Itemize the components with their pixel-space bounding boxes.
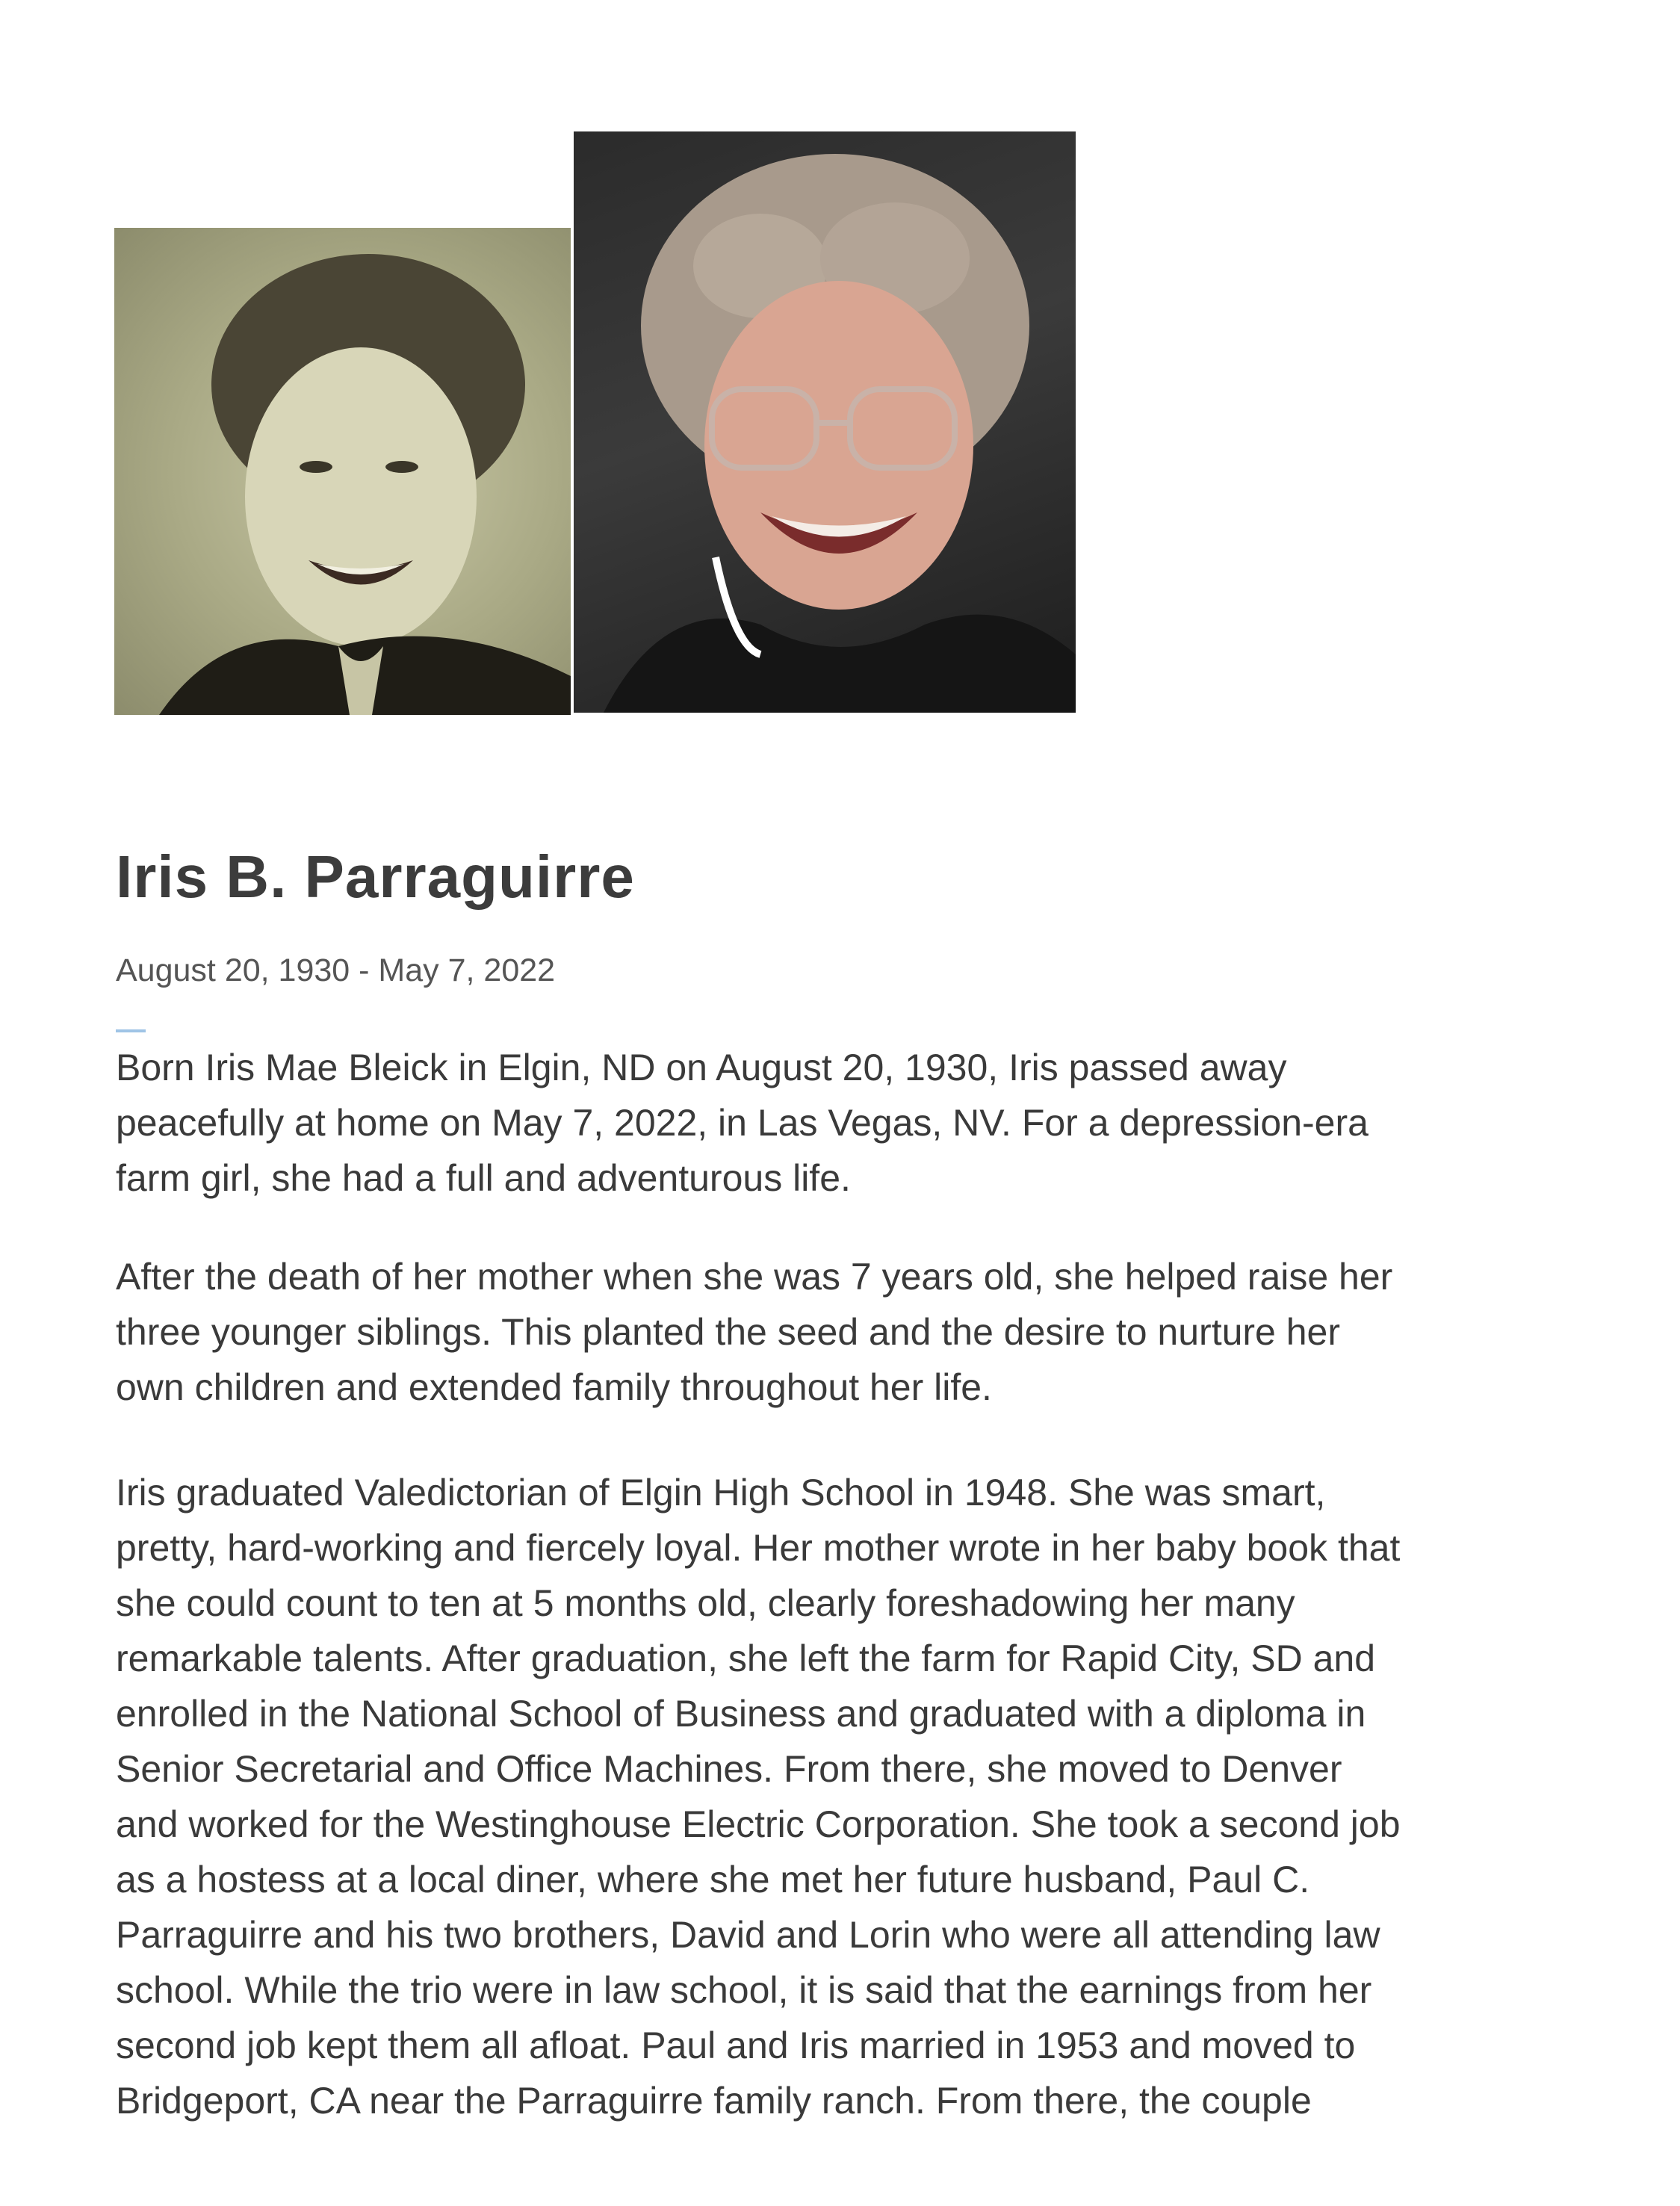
- text-line: second job kept them all afloat. Paul and Iris married in 1953 and moved to: [116, 2024, 1356, 2066]
- text-line: she could count to ten at 5 months old, clearly foreshadowing her many: [116, 1582, 1295, 1624]
- text-line: farm girl, she had a full and adventurous life.: [116, 1157, 851, 1199]
- text-line: three younger siblings. This planted the seed and the desire to nurture her: [116, 1311, 1341, 1353]
- life-dates: August 20, 1930 - May 7, 2022: [116, 952, 556, 988]
- text-line: and worked for the Westinghouse Electric Corporation. She took a second job: [116, 1803, 1401, 1845]
- text-line: Bridgeport, CA near the Parraguirre family ranch. From there, the couple: [116, 2080, 1312, 2122]
- text-line: Senior Secretarial and Office Machines. From there, she moved to Denver: [116, 1748, 1342, 1790]
- text-line: own children and extended family throughout her life.: [116, 1366, 992, 1408]
- text-line: Parraguirre and his two brothers, David and Lorin who were all attending law: [116, 1914, 1380, 1956]
- paragraph-education-career: [116, 1465, 1580, 2128]
- young-portrait-photo: [114, 228, 571, 715]
- paragraph-birth: [116, 1040, 1580, 1206]
- text-line: Iris graduated Valedictorian of Elgin High School in 1948. She was smart,: [116, 1472, 1326, 1513]
- paragraph-childhood: [116, 1249, 1580, 1415]
- elder-portrait-photo: [574, 131, 1076, 713]
- text-line: pretty, hard-working and fiercely loyal. Her mother wrote in her baby book that: [116, 1527, 1401, 1569]
- text-line: Born Iris Mae Bleick in Elgin, ND on August 20, 1930, Iris passed away: [116, 1047, 1287, 1088]
- divider: [116, 1029, 146, 1032]
- text-line: as a hostess at a local diner, where she met her future husband, Paul C.: [116, 1859, 1310, 1900]
- deceased-name: Iris B. Parraguirre: [116, 843, 635, 910]
- text-line: enrolled in the National School of Business and graduated with a diploma in: [116, 1693, 1366, 1735]
- text-line: school. While the trio were in law school, it is said that the earnings from her: [116, 1969, 1372, 2011]
- text-line: After the death of her mother when she was 7 years old, she helped raise her: [116, 1256, 1393, 1298]
- text-line: remarkable talents. After graduation, she left the farm for Rapid City, SD and: [116, 1638, 1376, 1679]
- text-line: peacefully at home on May 7, 2022, in Las Vegas, NV. For a depression-era: [116, 1102, 1369, 1144]
